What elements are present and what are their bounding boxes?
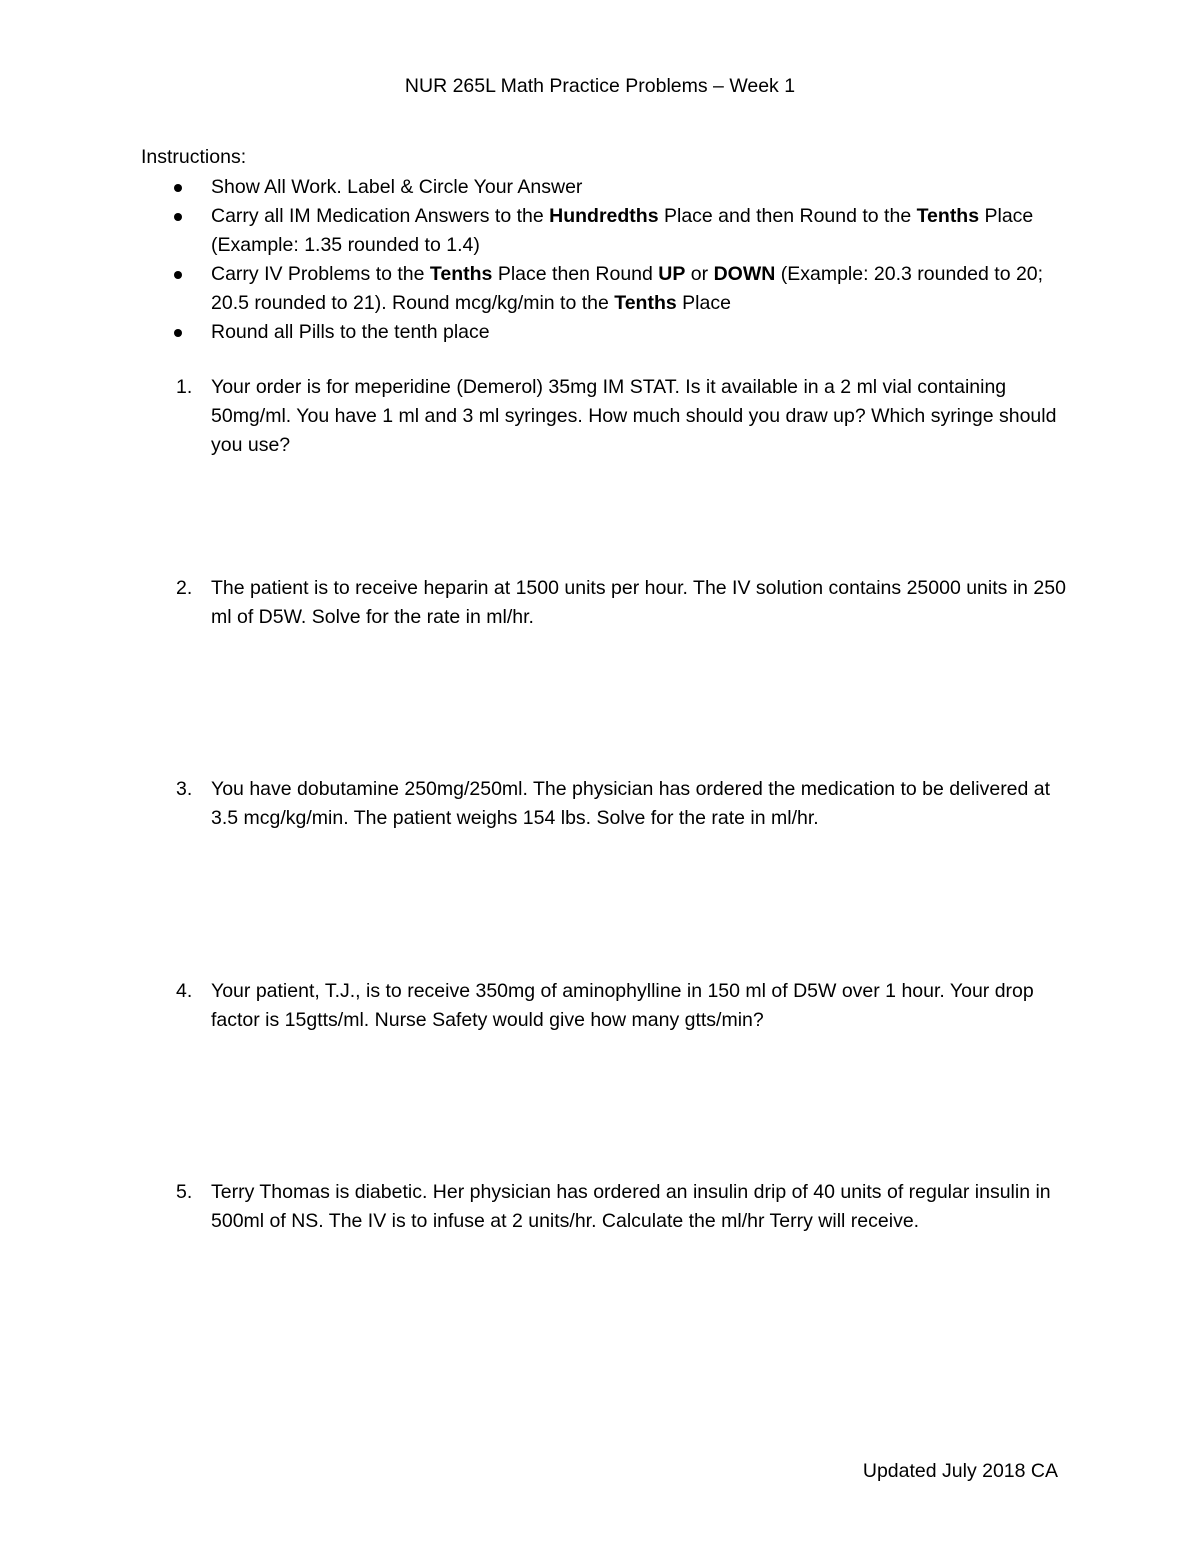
instruction-text-part: Place and then Round to the xyxy=(658,205,917,227)
question-2 xyxy=(141,574,1071,632)
instruction-text-part: or xyxy=(685,263,714,285)
question-number: 5. xyxy=(176,1181,193,1203)
instruction-text-part: Carry IV Problems to the xyxy=(211,263,430,285)
footer-updated: Updated July 2018 CA xyxy=(862,1460,1058,1482)
instruction-emphasis: Tenths xyxy=(916,205,980,227)
instruction-text: Show All Work. Label & Circle Your Answer xyxy=(211,176,583,198)
question-number: 4. xyxy=(176,980,193,1002)
instruction-emphasis: Hundredths xyxy=(549,205,659,227)
question-text: Your order is for meperidine (Demerol) 35mg IM STAT. Is it available in a 2 ml vial containing 50mg/ml. You have 1 ml and 3 ml syringes. How much should you draw up? Which syringe should you use? xyxy=(211,376,1057,456)
instructions-label: Instructions: xyxy=(141,146,247,168)
question-number: 1. xyxy=(176,376,193,398)
bullet-icon xyxy=(174,329,182,337)
bullet-icon xyxy=(174,271,182,279)
instruction-item xyxy=(141,260,1071,318)
question-text: Terry Thomas is diabetic. Her physician has ordered an insulin drip of 40 units of regular insulin in 500ml of NS. The IV is to infuse at 2 units/hr. Calculate the ml/hr Terry will receive. xyxy=(211,1181,1051,1232)
question-1 xyxy=(141,373,1071,460)
instruction-emphasis: Tenths xyxy=(429,263,493,285)
question-text: You have dobutamine 250mg/250ml. The physician has ordered the medication to be delivered at 3.5 mcg/kg/min. The patient weighs 154 lbs. Solve for the rate in ml/hr. xyxy=(211,778,1051,829)
instruction-item xyxy=(141,173,1071,202)
question-number: 2. xyxy=(176,577,193,599)
question-text: Your patient, T.J., is to receive 350mg of aminophylline in 150 ml of D5W over 1 hour. Your drop factor is 15gtts/ml. Nurse Safety would give how many gtts/min? xyxy=(211,980,1034,1031)
instruction-text-part: Place (Example: 1.35 rounded to 1.4) xyxy=(211,205,1034,256)
question-5 xyxy=(141,1178,1071,1236)
instruction-item xyxy=(141,202,1071,260)
instruction-emphasis: DOWN xyxy=(713,263,776,285)
bullet-icon xyxy=(174,184,182,192)
instruction-item xyxy=(141,318,1071,347)
question-4 xyxy=(141,977,1071,1035)
instruction-text-part: Carry all IM Medication Answers to the xyxy=(211,205,550,227)
instruction-text-part: Place then Round xyxy=(492,263,659,285)
instruction-text-part: (Example: 20.3 rounded to 20; 20.5 rounded to 21). Round mcg/kg/min to the xyxy=(211,263,1044,314)
instruction-emphasis: UP xyxy=(658,263,686,285)
question-3 xyxy=(141,775,1071,833)
instruction-text: Round all Pills to the tenth place xyxy=(211,321,490,343)
question-number: 3. xyxy=(176,778,193,800)
bullet-icon xyxy=(174,213,182,221)
instruction-emphasis: Tenths xyxy=(614,292,677,314)
page-title: NUR 265L Math Practice Problems – Week 1 xyxy=(404,75,796,97)
instructions-list xyxy=(141,173,1071,347)
instruction-text-part: Place xyxy=(676,292,731,314)
question-text: The patient is to receive heparin at 1500 units per hour. The IV solution contains 25000 units in 250 ml of D5W. Solve for the rate in ml/hr. xyxy=(211,577,1066,628)
